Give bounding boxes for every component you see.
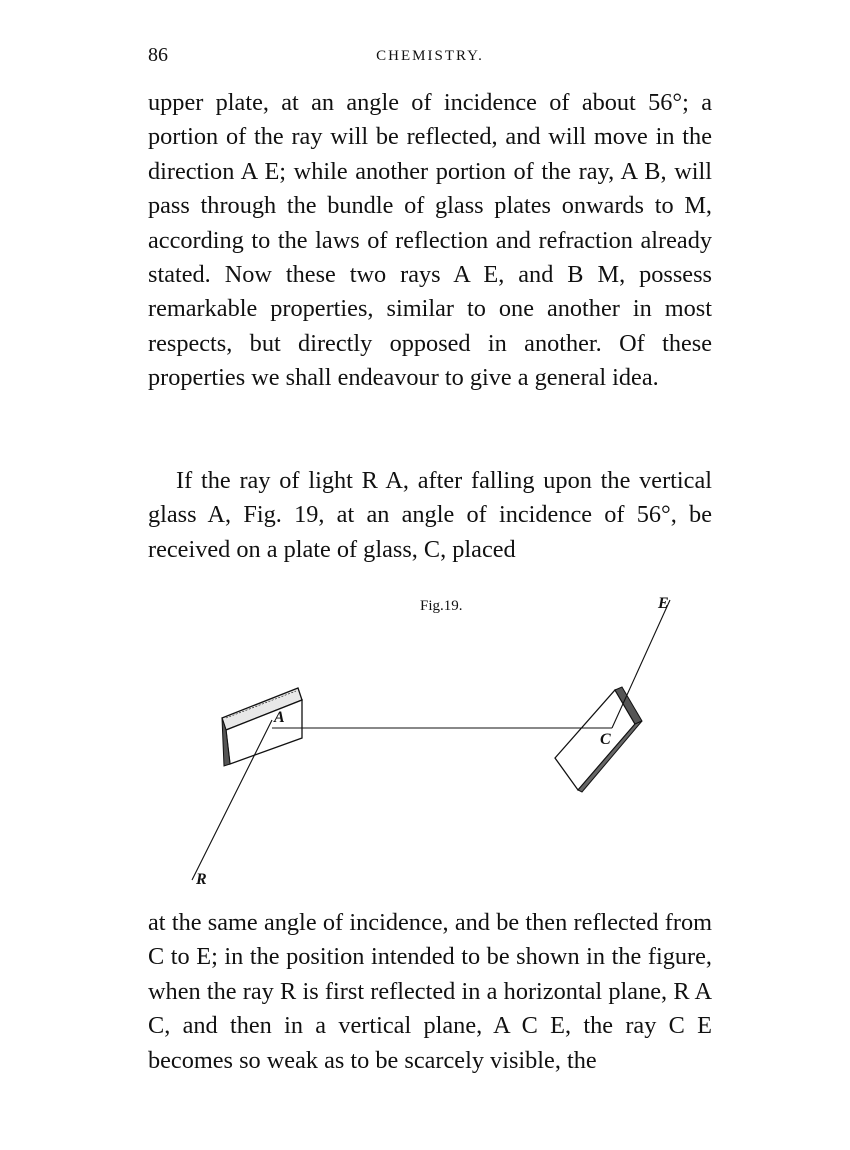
glass-plate-a xyxy=(222,688,302,766)
label-e: E xyxy=(658,595,669,612)
ray-c-to-e xyxy=(612,600,670,728)
label-r: R xyxy=(196,871,207,888)
paragraph-1 xyxy=(148,86,712,396)
paragraph-2 xyxy=(148,464,712,567)
paragraph-3 xyxy=(148,906,712,1078)
label-c: C xyxy=(600,731,611,748)
paragraph-1-text: upper plate, at an angle of incidence of about 56°; a portion of the ray will be reflected, and will move in the direction A E; while another portion of the ray, A B, will pass through the bundle of glass plates onwards to M, according to the laws of reflection and refraction already stated. Now these two rays A E, and B M, possess remarkable properties, similar to one another in most respects, but directly opposed in another. Of these properties we shall endeavour to give a general idea. xyxy=(148,89,712,392)
figure-caption: Fig.19. xyxy=(420,598,463,614)
page-number: 86 xyxy=(148,44,168,66)
page-header xyxy=(148,44,712,74)
running-title: CHEMISTRY. xyxy=(376,48,484,64)
glass-plate-c xyxy=(555,687,642,792)
paragraph-3-text: at the same angle of incidence, and be then reflected from C to E; in the position intended to be shown in the figure, when the ray R is first reflected in a horizontal plane, R A C, and then in a vertical plane, A C E, the ray C E becomes so weak as to be scarcely visible, the xyxy=(148,909,712,1074)
figure-19 xyxy=(180,590,690,890)
paragraph-2-text: If the ray of light R A, after falling upon the vertical glass A, Fig. 19, at an angle of incidence of 56°, be received on a plate of glass, C, placed xyxy=(148,467,712,563)
figure-19-diagram xyxy=(180,590,690,890)
label-a: A xyxy=(274,709,285,726)
